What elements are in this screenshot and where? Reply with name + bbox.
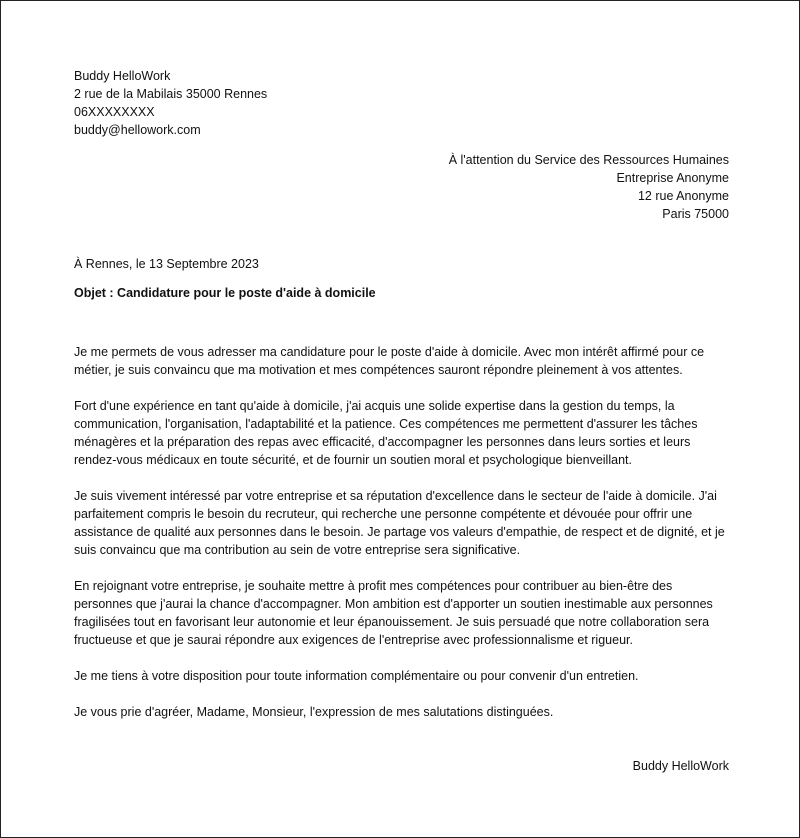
body-paragraph: En rejoignant votre entreprise, je souhaite mettre à profit mes compétences pour contribuer au bien-être des personnes que j'aurai la chance d'accompagner. Mon ambition est d'apporter un soutien inestimable aux personnes fragilisées tout en favorisant leur autonomie et leur épanouissement. Je suis persuadé que notre collaboration sera fructueuse et que je saurai répondre aux exigences de l'entreprise avec professionnalisme et rigueur.	[74, 579, 713, 647]
sender-phone: 06XXXXXXXX	[74, 105, 155, 119]
signature: Buddy HelloWork	[632, 759, 729, 773]
body-paragraph: Je me permets de vous adresser ma candidature pour le poste d'aide à domicile. Avec mon intérêt affirmé pour ce métier, je suis convaincu que ma motivation et mes compétences sauront répondre pleinement à vos attentes.	[74, 345, 705, 377]
sender-name: Buddy HelloWork	[74, 69, 171, 83]
recipient-street: 12 rue Anonyme	[637, 189, 729, 203]
body-paragraph: Fort d'une expérience en tant qu'aide à domicile, j'ai acquis une solide expertise dans la gestion du temps, la communication, l'organisation, l'adaptabilité et la patience. Ces compétences me permettent d'assurer les tâches ménagères et la préparation des repas avec efficacité, d'accompagner les personnes dans leurs sorties et leurs rendez-vous médicaux en toute sécurité, et de fournir un soutien moral et psychologique bienveillant.	[74, 399, 698, 467]
letter-body	[74, 343, 729, 721]
body-paragraph: Je suis vivement intéressé par votre entreprise et sa réputation d'excellence dans le secteur de l'aide à domicile. J'ai parfaitement compris le besoin du recruteur, qui recherche une personne compétente et dévouée pour offrir une assistance de qualité aux personnes dans le besoin. Je partage vos valeurs d'empathie, de respect et de dignité, et je suis convaincu que ma contribution au sein de votre entreprise sera significative.	[74, 489, 725, 557]
sender-address: 2 rue de la Mabilais 35000 Rennes	[74, 87, 268, 101]
recipient-block	[74, 151, 729, 223]
sender-email: buddy@hellowork.com	[74, 123, 201, 137]
subject-line: Objet : Candidature pour le poste d'aide à domicile	[74, 286, 376, 300]
letter-content	[74, 67, 729, 775]
date-line: À Rennes, le 13 Septembre 2023	[74, 257, 259, 271]
recipient-company: Entreprise Anonyme	[616, 171, 729, 185]
closing-formula: Je vous prie d'agréer, Madame, Monsieur, l'expression de mes salutations distinguées.	[74, 705, 554, 719]
sender-block	[74, 67, 729, 139]
body-paragraph: Je me tiens à votre disposition pour toute information complémentaire ou pour convenir d'un entretien.	[74, 669, 639, 683]
recipient-city: Paris 75000	[662, 207, 729, 221]
recipient-attention: À l'attention du Service des Ressources Humaines	[448, 153, 729, 167]
